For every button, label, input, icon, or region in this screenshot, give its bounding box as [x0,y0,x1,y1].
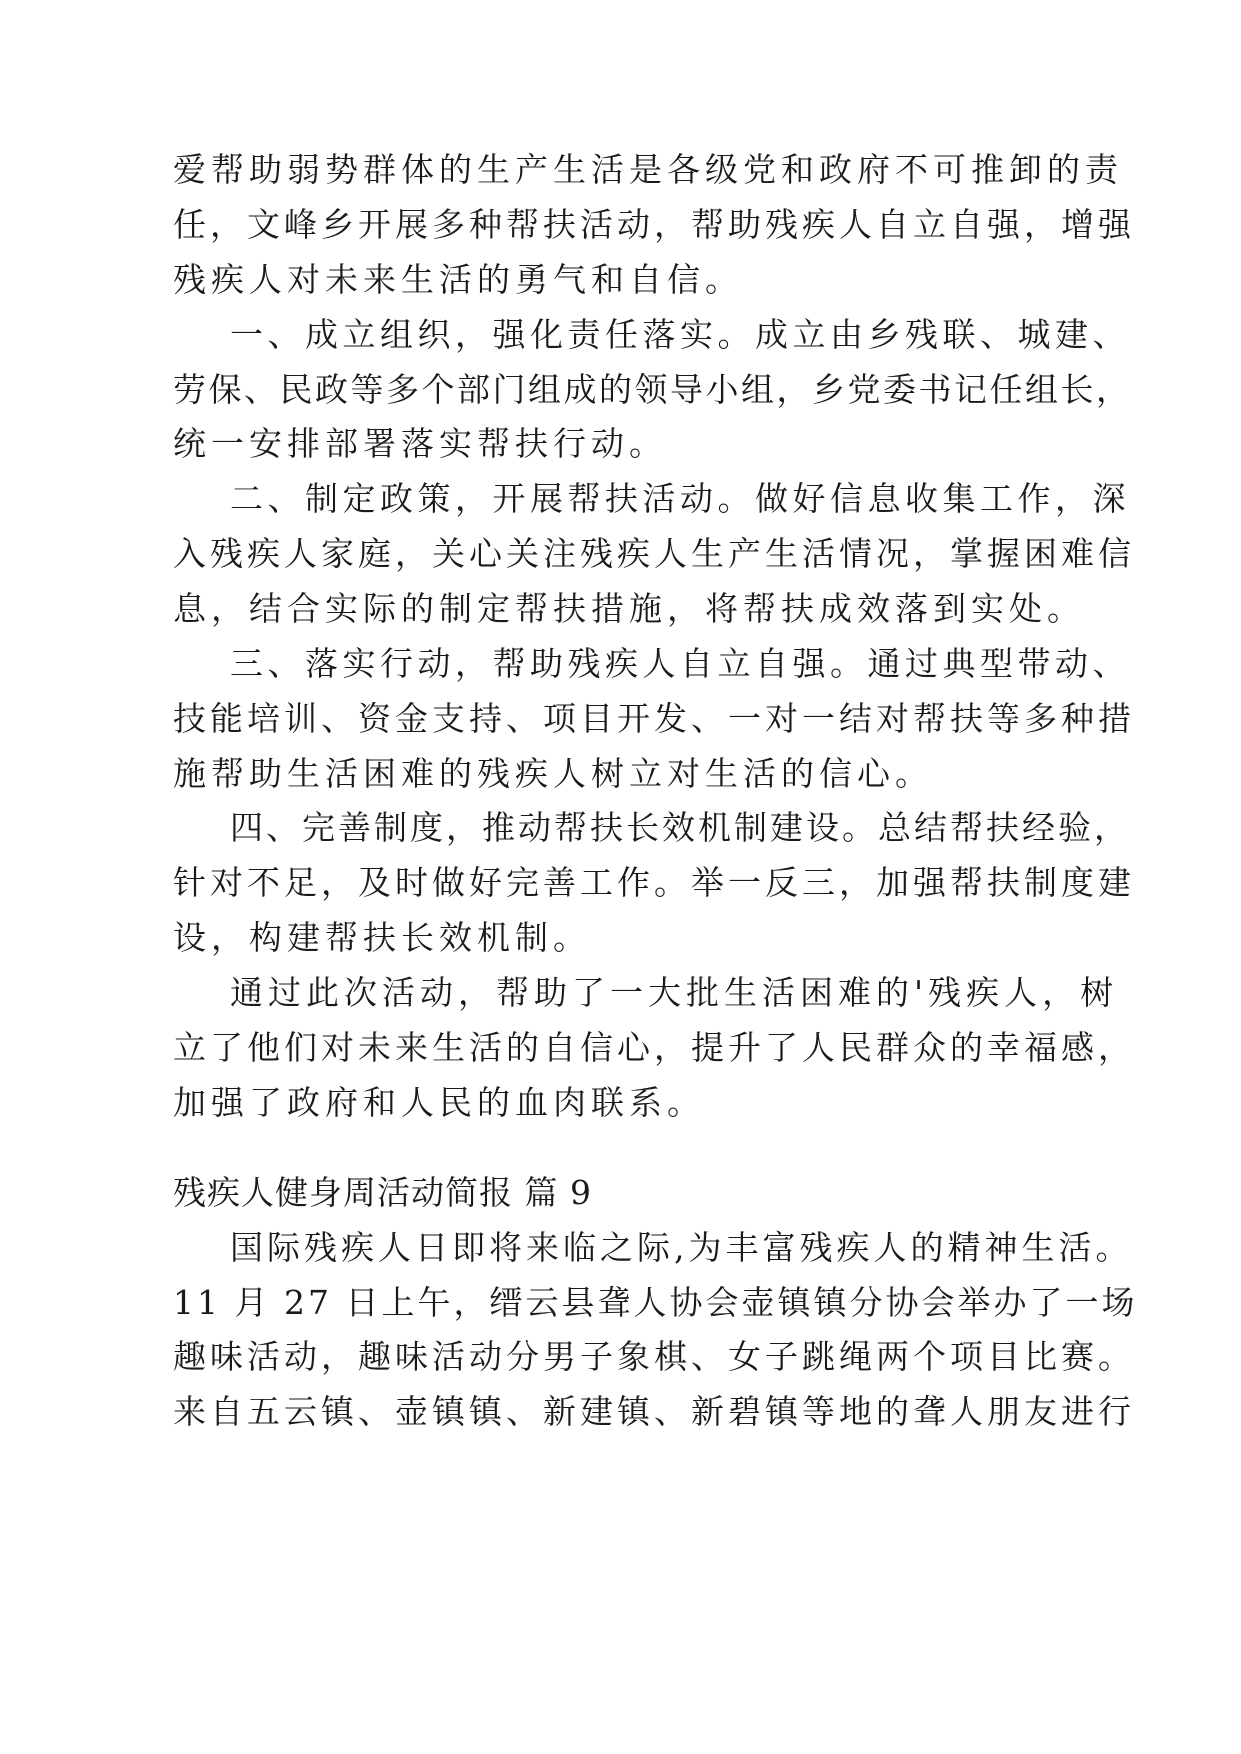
paragraph-line: 统一安排部署落实帮扶行动。 [173,424,667,463]
paragraph-line: 立了他们对未来生活的自信心，提升了人民群众的幸福感， [173,1028,1135,1067]
paragraph-line: 爱帮助弱势群体的生产生活是各级党和政府不可推卸的责 [173,150,1123,189]
paragraph-line: 三、落实行动，帮助残疾人自立自强。通过典型带动、 [230,644,1130,683]
paragraph-line: 趣味活动，趣味活动分男子象棋、女子跳绳两个项目比赛。 [173,1337,1135,1376]
paragraph-line: 施帮助生活困难的残疾人树立对生活的信心。 [173,754,933,793]
paragraph-line: 入残疾人家庭，关心关注残疾人生产生活情况，掌握困难信 [173,534,1135,573]
paragraph-line: 一、成立组织，强化责任落实。成立由乡残联、城建、 [230,315,1130,354]
paragraph-line: 技能培训、资金支持、项目开发、一对一结对帮扶等多种措 [173,699,1135,738]
paragraph-line: 加强了政府和人民的血肉联系。 [173,1083,705,1122]
paragraph-line: 任，文峰乡开展多种帮扶活动，帮助残疾人自立自强，增强 [173,205,1135,244]
paragraph-line: 国际残疾人日即将来临之际,为丰富残疾人的精神生活。 [230,1228,1133,1267]
paragraph-line: 针对不足，及时做好完善工作。举一反三，加强帮扶制度建 [173,863,1135,902]
paragraph-line: 四、完善制度，推动帮扶长效机制建设。总结帮扶经验， [230,808,1130,847]
paragraph-line: 11 月 27 日上午，缙云县聋人协会壶镇镇分协会举办了一场 [173,1283,1138,1322]
paragraph-line: 二、制定政策，开展帮扶活动。做好信息收集工作，深 [230,479,1130,518]
paragraph-line: 息，结合实际的制定帮扶措施，将帮扶成效落到实处。 [173,589,1085,628]
paragraph-line: 来自五云镇、壶镇镇、新建镇、新碧镇等地的聋人朋友进行 [173,1392,1135,1431]
section-heading: 残疾人健身周活动简报 篇 9 [173,1173,592,1212]
paragraph-line: 残疾人对未来生活的勇气和自信。 [173,260,743,299]
paragraph-line: 通过此次活动，帮助了一大批生活困难的'残疾人，树 [230,973,1119,1012]
paragraph-line: 设，构建帮扶长效机制。 [173,918,591,957]
paragraph-line: 劳保、民政等多个部门组成的领导小组，乡党委书记任组长， [173,370,1132,409]
